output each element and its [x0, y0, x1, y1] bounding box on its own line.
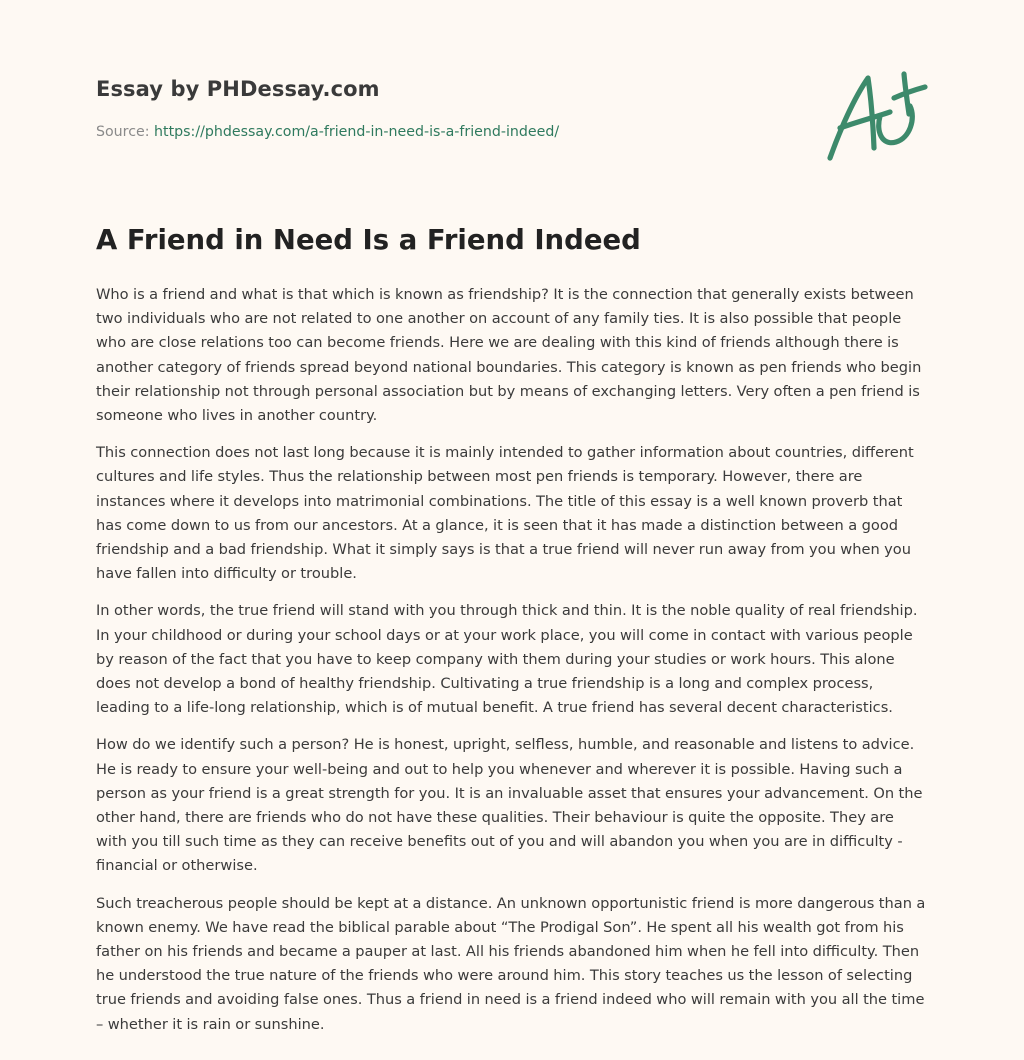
essay-paragraph: Such treacherous people should be kept at a distance. An unknown opportunistic friend is more dangerous than a known enemy. We have read the biblical parable about “The Prodigal Son”. He spent all his wealth got from his father on his friends and became a pauper at last. All his friends abandoned him when he fell into difficulty. Then he understood the true nature of the friends who were around him. This story teaches us the lesson of selecting true friends and avoiding false ones. Thus a friend in need is a friend indeed who will remain with you all the time – whether it is rain or sunshine. [96, 894, 926, 1033]
essay-body [96, 283, 928, 1050]
logo-plus-vertical [904, 74, 909, 114]
source-link[interactable]: https://phdessay.com/a-friend-in-need-is-a-friend-indeed/ [154, 124, 560, 140]
essay-paragraph: How do we identify such a person? He is honest, upright, selfless, humble, and reasonable and listens to advice. He is ready to ensure your well-being and out to help you whenever and wherever it is possible. Having such a person as your friend is a great strength for you. It is an invaluable asset that ensures your advancement. On the other hand, there are friends who do not have these qualities. Their behaviour is quite the opposite. They are with you till such time as they can receive benefits out of you and will abandon you when you are in difficulty - financial or otherwise. [96, 736, 923, 875]
logo-strokes [830, 74, 925, 158]
essay-paragraph: This connection does not last long because it is mainly intended to gather information about countries, different cultures and life styles. Thus the relationship between most pen friends is temporary. However, there are instances where it develops into matrimonial combinations. The title of this essay is a well known proverb that has come down to us from our ancestors. At a glance, it is seen that it has made a distinction between a good friendship and a bad friendship. What it simply says is that a true friend will never run away from you when you have fallen into difficulty or trouble. [96, 444, 914, 583]
brand-title: Essay by PHDessay.com [96, 77, 380, 101]
source-label: Source: [96, 124, 155, 140]
essay-paragraph: Who is a friend and what is that which is known as friendship? It is the connection that generally exists between two individuals who are not related to one another on account of any family ties. It is also possible that people who are close relations too can become friends. Here we are dealing with this kind of friends although there is another category of friends spread beyond national boundaries. This category is known as pen friends who begin their relationship not through personal association but by means of exchanging letters. Very often a pen friend is someone who lives in another country. [96, 286, 922, 425]
essay-title: A Friend in Need Is a Friend Indeed [96, 224, 641, 256]
source-line [96, 124, 559, 140]
logo-plus-horizontal [894, 87, 925, 98]
essay-paragraph: In other words, the true friend will stand with you through thick and thin. It is the noble quality of real friendship. In your childhood or during your school days or at your work place, you will come in contact with various people by reason of the fact that you have to keep company with them during your studies or work hours. This alone does not develop a bond of healthy friendship. Cultivating a true friendship is a long and complex process, leading to a life-long relationship, which is of mutual benefit. A true friend has several decent characteristics. [96, 602, 918, 717]
a-plus-logo-icon [824, 68, 928, 164]
